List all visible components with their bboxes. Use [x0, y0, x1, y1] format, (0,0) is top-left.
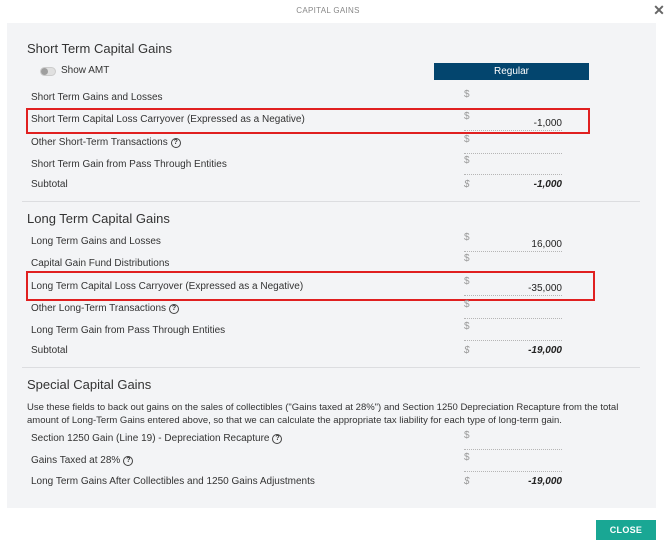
lt-subtotal-value	[464, 342, 562, 362]
close-button[interactable]: CLOSE	[596, 520, 656, 540]
label-text: Long Term Capital Loss Carryover (Expressed as a Negative)	[31, 281, 304, 292]
dollar-sign: $	[464, 321, 470, 332]
field-value: -19,000	[528, 476, 562, 487]
dollar-sign: $	[464, 452, 470, 463]
show-amt-toggle[interactable]	[40, 67, 56, 76]
label-text: Capital Gain Fund Distributions	[31, 258, 170, 269]
section-divider	[22, 201, 640, 202]
section-title-long-term: Long Term Capital Gains	[27, 211, 170, 226]
row-label-lt-gains-losses	[31, 236, 161, 247]
row-label-cap-gain-fund-distributions	[31, 258, 169, 269]
row-label-other-st-transactions	[31, 137, 181, 148]
cap-gain-fund-distributions-input[interactable]	[464, 253, 562, 273]
label-text: Long Term Gains and Losses	[31, 236, 161, 247]
dollar-sign: $	[464, 430, 470, 441]
dollar-sign: $	[464, 299, 470, 310]
label-text: Gains Taxed at 28%	[31, 455, 121, 466]
label-text: Long Term Gain from Pass Through Entities	[31, 325, 226, 336]
dollar-sign: $	[464, 155, 470, 166]
close-icon[interactable]: ✕	[653, 2, 665, 18]
st-pass-through-input[interactable]	[464, 155, 562, 175]
row-label-st-pass-through	[31, 159, 227, 170]
help-icon[interactable]: ?	[272, 434, 282, 444]
st-gains-losses-field	[464, 89, 562, 109]
lt-after-adjustments-value	[464, 473, 562, 493]
dollar-sign: $	[464, 179, 470, 190]
label-text: Short Term Gains and Losses	[31, 92, 163, 103]
dollar-sign: $	[464, 89, 470, 100]
row-label-st-subtotal	[31, 179, 68, 190]
row-label-other-lt-transactions	[31, 303, 179, 314]
help-icon[interactable]: ?	[171, 138, 181, 148]
other-lt-transactions-input[interactable]	[464, 299, 562, 319]
section-divider	[22, 367, 640, 368]
field-value: 16,000	[531, 239, 562, 250]
dollar-sign: $	[464, 111, 470, 122]
row-label-st-loss-carryover	[31, 114, 305, 125]
dollar-sign: $	[464, 345, 470, 356]
modal-title: CAPITAL GAINS	[296, 6, 360, 15]
label-text: Other Long-Term Transactions	[31, 303, 167, 314]
row-label-lt-subtotal	[31, 345, 68, 356]
dollar-sign: $	[464, 253, 470, 264]
row-label-lt-after-adjustments	[31, 476, 315, 487]
label-text: Long Term Gains After Collectibles and 1250 Gains Adjustments	[31, 476, 315, 487]
other-st-transactions-input[interactable]	[464, 134, 562, 154]
gains-taxed-28-input[interactable]	[464, 452, 562, 472]
help-icon[interactable]: ?	[169, 304, 179, 314]
field-value: -19,000	[528, 345, 562, 356]
lt-pass-through-input[interactable]	[464, 321, 562, 341]
label-text: Short Term Gain from Pass Through Entities	[31, 159, 227, 170]
st-loss-carryover-input[interactable]	[464, 111, 562, 131]
dollar-sign: $	[464, 476, 470, 487]
show-amt-label: Show AMT	[61, 65, 110, 76]
section-title-special: Special Capital Gains	[27, 377, 152, 392]
label-text: Subtotal	[31, 345, 68, 356]
label-text: Other Short-Term Transactions	[31, 137, 168, 148]
column-header-regular: Regular	[434, 63, 589, 80]
toggle-knob	[41, 68, 48, 75]
label-text: Section 1250 Gain (Line 19) - Depreciation Recapture	[31, 433, 270, 444]
section-title-short-term: Short Term Capital Gains	[27, 41, 172, 56]
row-label-gains-taxed-28	[31, 455, 133, 466]
special-description: Use these fields to back out gains on the sales of collectibles ("Gains taxed at 28%") and Section 1250 Depreciation Recapture from the total amount of Long-Term Gains entered above, so that we can calculate the appropriate tax liability for each type of long-term gain.	[27, 402, 619, 426]
row-label-lt-loss-carryover	[31, 281, 303, 292]
dollar-sign: $	[464, 276, 470, 287]
dollar-sign: $	[464, 134, 470, 145]
field-value: -1,000	[533, 179, 562, 190]
row-label-st-gains-losses	[31, 92, 163, 103]
row-label-lt-pass-through	[31, 325, 225, 336]
st-subtotal-value	[464, 176, 562, 196]
lt-loss-carryover-input[interactable]	[464, 276, 562, 296]
field-value: -1,000	[533, 118, 562, 129]
help-icon[interactable]: ?	[123, 456, 133, 466]
section-1250-gain-input[interactable]	[464, 430, 562, 450]
label-text: Short Term Capital Loss Carryover (Expressed as a Negative)	[31, 114, 305, 125]
row-label-section-1250-gain	[31, 433, 282, 444]
label-text: Subtotal	[31, 179, 68, 190]
lt-gains-losses-input[interactable]	[464, 232, 562, 252]
dollar-sign: $	[464, 232, 470, 243]
field-value: -35,000	[528, 283, 562, 294]
